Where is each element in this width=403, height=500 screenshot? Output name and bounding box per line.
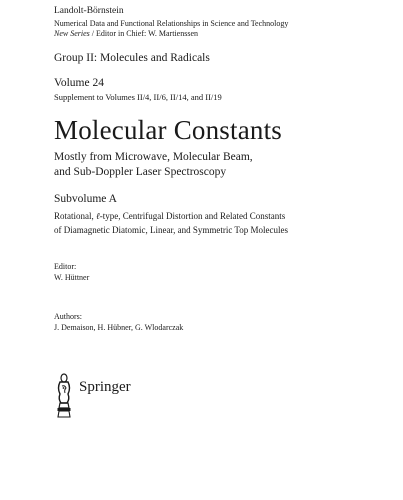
book-subtitle-line1: Mostly from Microwave, Molecular Beam, <box>54 151 253 163</box>
volume-number: Volume 24 <box>54 77 104 89</box>
subvolume-description-line1 <box>54 211 285 221</box>
springer-knight-logo-icon <box>54 372 74 420</box>
subvolume-desc-part2: -type, Centrifugal Distortion and Related Constants <box>99 211 286 221</box>
series-editor-line <box>54 29 198 38</box>
book-title: Molecular Constants <box>54 115 283 145</box>
new-series-label: New Series <box>54 29 90 38</box>
publisher-name: Springer <box>79 379 131 395</box>
authors-label: Authors: <box>54 312 82 321</box>
editor-name: W. Hüttner <box>54 273 90 282</box>
ell-symbol: ℓ <box>96 211 100 221</box>
editor-in-chief: / Editor in Chief: W. Martienssen <box>89 29 198 38</box>
series-title: Landolt-Börnstein <box>54 6 124 16</box>
series-description: Numerical Data and Functional Relationships in Science and Technology <box>54 19 289 28</box>
group-title: Group II: Molecules and Radicals <box>54 52 210 64</box>
volume-supplement: Supplement to Volumes II/4, II/6, II/14, and II/19 <box>54 92 222 102</box>
book-subtitle-line2: and Sub-Doppler Laser Spectroscopy <box>54 166 227 178</box>
editor-label: Editor: <box>54 262 77 271</box>
authors-names: J. Demaison, H. Hübner, G. Wlodarczak <box>54 323 184 332</box>
subvolume-description-line2: of Diamagnetic Diatomic, Linear, and Symmetric Top Molecules <box>54 225 289 235</box>
subvolume-desc-part1: Rotational, <box>54 211 96 221</box>
subvolume-label: Subvolume A <box>54 193 117 205</box>
